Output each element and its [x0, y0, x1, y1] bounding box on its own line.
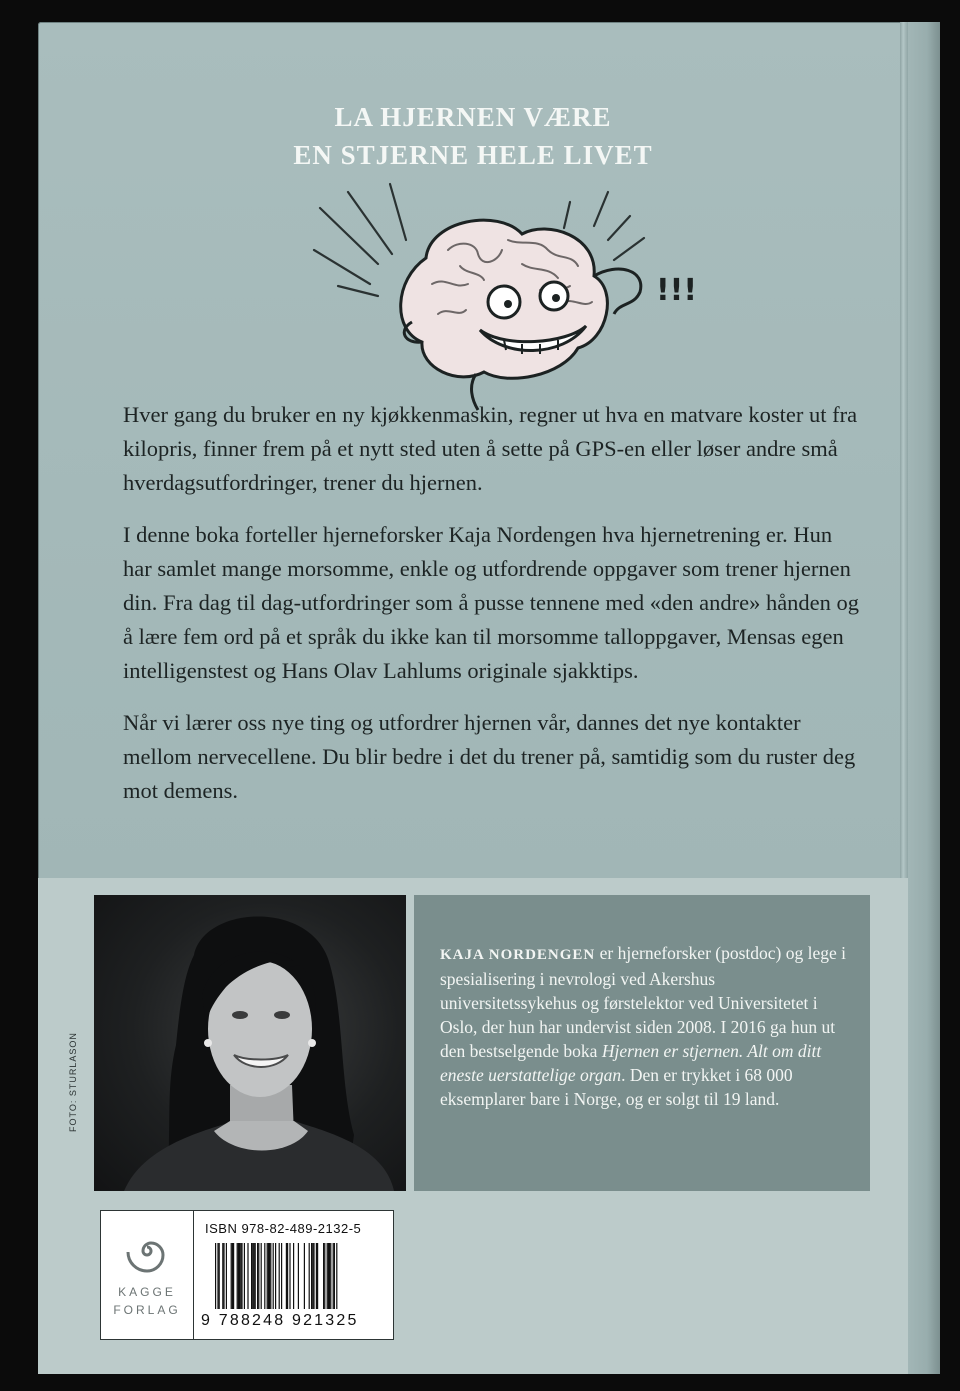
- barcode-bar: [328, 1243, 329, 1309]
- barcode-bar: [289, 1243, 290, 1309]
- blurb: [123, 398, 863, 826]
- publisher-logo: [101, 1211, 194, 1339]
- photo-credit: FOTO: STURLASON: [68, 1032, 78, 1132]
- barcode-bar: [286, 1243, 287, 1309]
- barcode-bar: [333, 1243, 334, 1309]
- blurb-paragraph-1: Hver gang du bruker en ny kjøkkenmaskin, regner ut hva en matvare koster ut fra kilopris, finner frem på et nytt sted uten å sette på GPS-en eller løser andre små hverdagsutfordringer, trener du hjernen.: [123, 402, 858, 495]
- barcode-bar: [312, 1243, 313, 1309]
- barcode-bar: [323, 1243, 324, 1309]
- barcode-bar: [268, 1243, 269, 1309]
- barcode-bar: [329, 1243, 330, 1309]
- barcode-bar: [247, 1243, 248, 1309]
- barcode-bar: [264, 1243, 265, 1309]
- motion-line: [320, 208, 378, 264]
- barcode-bar: [330, 1243, 331, 1309]
- author-portrait-image: [94, 895, 406, 1191]
- barcode-bar: [217, 1243, 218, 1309]
- barcode-bar: [270, 1243, 271, 1309]
- spine-edge: [908, 22, 940, 1374]
- book-back-cover: [38, 22, 940, 1374]
- barcode-bar: [255, 1243, 256, 1309]
- barcode-bar: [222, 1243, 223, 1309]
- barcode-bar: [316, 1243, 317, 1309]
- barcode-bar: [327, 1243, 328, 1309]
- barcode-bar: [273, 1243, 274, 1309]
- isbn-panel: [100, 1210, 394, 1340]
- barcode-bar: [313, 1243, 314, 1309]
- barcode-bar: [237, 1243, 238, 1309]
- blurb-paragraph-3: Når vi lærer oss nye ting og utfordrer hjernen vår, dannes det nye kontakter mellom nervecellene. Du blir bedre i det du trener på, samtidig som du ruster deg mot demens.: [123, 710, 856, 803]
- barcode-bar: [293, 1243, 294, 1309]
- barcode-bar: [233, 1243, 234, 1309]
- barcode-bar: [324, 1243, 325, 1309]
- barcode-bar: [304, 1243, 305, 1309]
- barcode-bar: [275, 1243, 276, 1309]
- barcode-bar: [267, 1243, 268, 1309]
- barcode: [201, 1241, 385, 1311]
- barcode-bar: [238, 1243, 239, 1309]
- barcode-bar: [232, 1243, 233, 1309]
- tagline-line-1: LA HJERNEN VÆRE: [334, 102, 612, 132]
- barcode-bar: [261, 1243, 262, 1309]
- barcode-bar: [241, 1243, 242, 1309]
- barcode-bar: [231, 1243, 232, 1309]
- author-name: KAJA NORDENGEN: [440, 947, 596, 963]
- barcode-bar: [311, 1243, 312, 1309]
- barcode-bar: [257, 1243, 258, 1309]
- blurb-paragraph-2: I denne boka forteller hjerneforsker Kaja Nordengen hva hjernetrening er. Hun har samlet mange morsomme, enkle og utfordrende oppgaver som trener hjernen din. Fra dag til dag-utfordringer som å pusse tennene med «den andre» hånden og å lære fem ord på et språk du ikke kan til morsomme talloppgaver, Mensas egen intelligenstest og Hans Olav Lahlums originale sjakktips.: [123, 522, 860, 683]
- tagline-line-2: EN STJERNE HELE LIVET: [293, 140, 653, 170]
- bio-book-title: Hjernen er stjernen. Alt om ditt eneste uerstattelige organ: [440, 1041, 822, 1085]
- barcode-bar: [269, 1243, 270, 1309]
- barcode-bar: [336, 1243, 337, 1309]
- barcode-bar: [244, 1243, 245, 1309]
- barcode-bar: [223, 1243, 224, 1309]
- exclamation-marks: !!!: [656, 273, 698, 308]
- cover-tagline: [38, 98, 908, 174]
- bio-text-2: . Den er trykket i 68 000 eksemplarer bare i Norge, og er solgt til 19 land.: [440, 1065, 793, 1109]
- barcode-bar: [219, 1243, 220, 1309]
- ean-digits: 9 788248 921325: [201, 1312, 359, 1329]
- barcode-bar: [252, 1243, 253, 1309]
- barcode-bar: [226, 1243, 227, 1309]
- author-bio: [440, 941, 850, 1111]
- author-photo: [94, 895, 406, 1191]
- barcode-bar: [317, 1243, 318, 1309]
- publisher-name-line-1: KAGGE: [118, 1285, 176, 1299]
- author-bio-box: [414, 895, 870, 1191]
- barcode-bar: [281, 1243, 282, 1309]
- barcode-bar: [240, 1243, 241, 1309]
- spiral-logo-icon: [125, 1229, 169, 1273]
- barcode-bar: [334, 1243, 335, 1309]
- barcode-bar: [239, 1243, 240, 1309]
- barcode-bar: [298, 1243, 299, 1309]
- bio-text-1: er hjerneforsker (postdoc) og lege i spesialisering i nevrologi ved Akershus universitetssykehus og førstelektor ved Universitetet i Oslo, der hun har undervist siden 2008. I 2016 ga hun ut den bestselgende boka: [440, 943, 846, 1061]
- isbn-label: ISBN 978-82-489-2132-5: [205, 1221, 362, 1236]
- barcode-bar: [279, 1243, 280, 1309]
- publisher-name-line-2: FORLAG: [113, 1303, 181, 1317]
- brain-illustration: [308, 180, 698, 412]
- barcode-bar: [253, 1243, 254, 1309]
- barcode-bar: [258, 1243, 259, 1309]
- barcode-bar: [309, 1243, 310, 1309]
- barcode-bar: [251, 1243, 252, 1309]
- barcode-bar: [215, 1243, 216, 1309]
- brain-body: [401, 220, 641, 410]
- barcode-bar: [287, 1243, 288, 1309]
